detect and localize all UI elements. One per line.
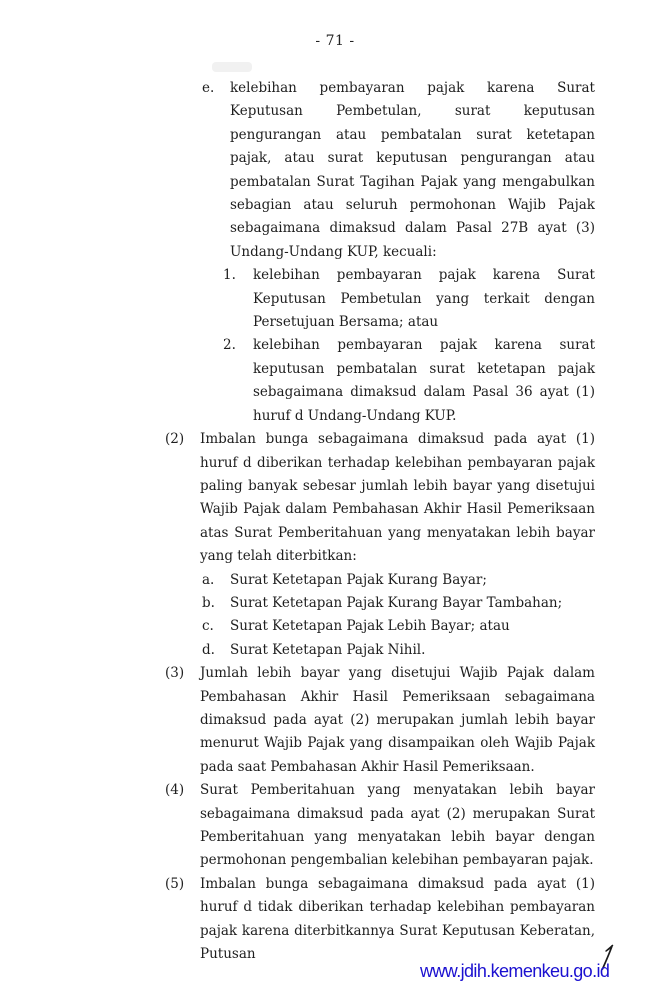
item-text: Imbalan bunga sebagaimana dimaksud pada ayat (1) huruf d diberikan terhadap kelebihan pembayaran pajak paling banyak sebesar jumlah lebih bayar yang disetujui Wajib Pajak dalam Pembahasan Akhir Hasil Pemeriksaan atas Surat Pemberitahuan yang menyatakan lebih bayar yang telah diterbitkan: <box>200 431 595 565</box>
item-text: kelebihan pembayaran pajak karena Surat Keputusan Pembetulan yang terkait dengan Persetujuan Bersama; atau <box>253 267 595 331</box>
item-marker: (5) <box>165 875 185 892</box>
item-marker: a. <box>202 571 215 588</box>
item-ayat-3 <box>165 662 595 779</box>
watermark-url: www.jdih.kemenkeu.go.id <box>420 961 610 981</box>
item-ayat-2-b <box>165 592 595 615</box>
item-e-sub-1 <box>165 264 595 334</box>
item-marker: 1. <box>223 267 236 284</box>
scan-artifact-smudge <box>212 62 252 72</box>
item-text: Jumlah lebih bayar yang disetujui Wajib Pajak dalam Pembahasan Akhir Hasil Pemeriksaan sebagaimana dimaksud pada ayat (2) merupakan jumlah lebih bayar menurut Wajib Pajak yang disampaikan oleh Wajib Pajak pada saat Pembahasan Akhir Hasil Pemeriksaan. <box>200 665 595 775</box>
item-text: Surat Ketetapan Pajak Kurang Bayar; <box>230 571 487 588</box>
item-marker: d. <box>202 641 215 658</box>
item-marker: c. <box>202 618 214 635</box>
item-text: kelebihan pembayaran pajak karena surat keputusan pembatalan surat ketetapan pajak sebagaimana dimaksud dalam Pasal 36 ayat (1) huruf d Undang-Undang KUP. <box>253 337 595 424</box>
item-ayat-2 <box>165 428 595 568</box>
item-marker: (2) <box>165 431 185 448</box>
item-text: Surat Ketetapan Pajak Kurang Bayar Tambahan; <box>230 594 563 611</box>
item-text: Surat Ketetapan Pajak Nihil. <box>230 641 426 658</box>
item-ayat-4 <box>165 779 595 873</box>
document-body <box>165 77 595 966</box>
item-e-sub-2 <box>165 334 595 428</box>
item-ayat-2-c <box>165 615 595 638</box>
item-marker: b. <box>202 594 215 611</box>
item-text: Imbalan bunga sebagaimana dimaksud pada ayat (1) huruf d tidak diberikan terhadap kelebihan pembayaran pajak karena diterbitkannya Surat Keputusan Keberatan, Putusan <box>200 875 595 963</box>
item-text: kelebihan pembayaran pajak karena Surat Keputusan Pembetulan, surat keputusan pengurangan atau pembatalan surat ketetapan pajak, atau surat keputusan pengurangan atau pembatalan Surat Tagihan Pajak yang mengabulkan sebagian atau seluruh permohonan Wajib Pajak sebagaimana dimaksud dalam Pasal 27B ayat (3) Undang-Undang KUP, kecuali: <box>230 80 595 260</box>
item-text: Surat Ketetapan Pajak Lebih Bayar; atau <box>230 618 510 635</box>
item-marker: 2. <box>223 337 236 354</box>
item-text: Surat Pemberitahuan yang menyatakan lebih bayar sebagaimana dimaksud pada ayat (2) merupakan Surat Pemberitahuan yang menyatakan lebih bayar dengan permohonan pengembalian kelebihan pembayaran pajak. <box>200 782 595 869</box>
item-e <box>165 77 595 264</box>
page-number: - 71 - <box>315 33 355 49</box>
item-ayat-5 <box>165 873 595 967</box>
item-ayat-2-a <box>165 569 595 592</box>
item-ayat-2-d <box>165 639 595 662</box>
item-marker: e. <box>202 80 215 96</box>
item-marker: (4) <box>165 782 185 799</box>
item-marker: (3) <box>165 665 185 682</box>
